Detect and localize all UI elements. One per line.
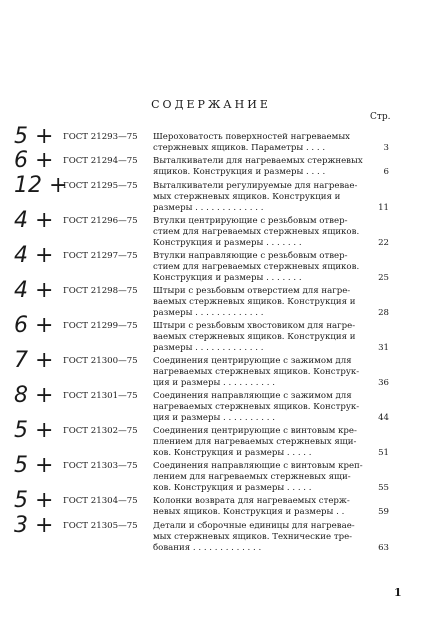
entry-page-number: 11 <box>378 203 389 213</box>
entry-page-number: 63 <box>378 543 389 553</box>
handwritten-mark: 4 + <box>14 208 54 233</box>
entry-description <box>153 356 365 389</box>
handwritten-mark: 6 + <box>14 313 54 338</box>
entry-description <box>153 321 365 354</box>
gost-code: ГОСТ 21296—75 <box>63 216 138 226</box>
entry-description <box>153 426 365 459</box>
description-line: Соединения направляющие с зажимом для <box>153 391 352 401</box>
gost-code: ГОСТ 21297—75 <box>63 251 138 261</box>
gost-code: ГОСТ 21295—75 <box>63 181 138 191</box>
description-line: Соединения центрирующие с зажимом для <box>153 356 352 366</box>
gost-code: ГОСТ 21299—75 <box>63 321 138 331</box>
handwritten-mark: 5 + <box>14 453 54 478</box>
description-line: Штыри с резьбовым отверстием для нагре- <box>153 286 351 296</box>
entry-page-number: 28 <box>378 308 389 318</box>
gost-code: ГОСТ 21298—75 <box>63 286 138 296</box>
description-line: размеры . . . . . . . . . . . . . <box>153 343 264 353</box>
description-line: мых стержневых ящиков. Конструкция и <box>153 192 341 202</box>
entry-description <box>153 132 365 154</box>
page-title: СОДЕРЖАНИЕ <box>151 98 271 111</box>
gost-code: ГОСТ 21305—75 <box>63 521 138 531</box>
description-line: Штыри с резьбовым хвостовиком для нагре- <box>153 321 356 331</box>
page-column-label: Стр. <box>370 112 391 122</box>
handwritten-mark: 7 + <box>14 348 54 373</box>
entry-description <box>153 461 365 494</box>
page-number: 1 <box>394 586 402 599</box>
description-line: мых стержневых ящиков. Технические тре- <box>153 532 353 542</box>
description-line: размеры . . . . . . . . . . . . . <box>153 308 264 318</box>
description-line: лением для нагреваемых стержневых ящи- <box>153 472 351 482</box>
entry-description <box>153 156 365 178</box>
handwritten-mark: 3 + <box>14 513 54 538</box>
description-line: Конструкция и размеры . . . . . . . <box>153 273 302 283</box>
entry-page-number: 59 <box>378 507 389 517</box>
handwritten-mark: 4 + <box>14 278 54 303</box>
gost-code: ГОСТ 21300—75 <box>63 356 138 366</box>
description-line: бования . . . . . . . . . . . . . <box>153 543 262 553</box>
description-line: стием для нагреваемых стержневых ящиков. <box>153 262 360 272</box>
entry-page-number: 25 <box>378 273 389 283</box>
description-line: Втулки направляющие с резьбовым отвер- <box>153 251 348 261</box>
entry-description <box>153 496 365 518</box>
entry-description <box>153 181 365 214</box>
description-line: Выталкиватели регулируемые для нагревае- <box>153 181 358 191</box>
description-line: ваемых стержневых ящиков. Конструкция и <box>153 297 356 307</box>
entry-page-number: 36 <box>378 378 389 388</box>
description-line: ков. Конструкция и размеры . . . . . <box>153 448 312 458</box>
description-line: нагреваемых стержневых ящиков. Конструк- <box>153 367 360 377</box>
description-line: Выталкиватели для нагреваемых стержневых <box>153 156 363 166</box>
description-line: Детали и сборочные единицы для нагревае- <box>153 521 355 531</box>
entry-page-number: 55 <box>378 483 389 493</box>
handwritten-mark: 4 + <box>14 243 54 268</box>
entry-description <box>153 216 365 249</box>
gost-code: ГОСТ 21294—75 <box>63 156 138 166</box>
description-line: ков. Конструкция и размеры . . . . . <box>153 483 312 493</box>
gost-code: ГОСТ 21302—75 <box>63 426 138 436</box>
description-line: ция и размеры . . . . . . . . . . <box>153 378 275 388</box>
entry-page-number: 31 <box>378 343 389 353</box>
description-line: плением для нагреваемых стержневых ящи- <box>153 437 357 447</box>
description-line: стием для нагреваемых стержневых ящиков. <box>153 227 360 237</box>
entry-description <box>153 521 365 554</box>
description-line: нагреваемых стержневых ящиков. Конструк- <box>153 402 360 412</box>
entry-description <box>153 286 365 319</box>
entry-page-number: 6 <box>383 167 389 177</box>
description-line: ваемых стержневых ящиков. Конструкция и <box>153 332 356 342</box>
description-line: невых ящиков. Конструкция и размеры . . <box>153 507 345 517</box>
gost-code: ГОСТ 21304—75 <box>63 496 138 506</box>
entry-page-number: 3 <box>383 143 389 153</box>
entry-description <box>153 391 365 424</box>
description-line: Соединения центрирующие с винтовым кре- <box>153 426 357 436</box>
handwritten-mark: 8 + <box>14 383 54 408</box>
description-line: Шероховатость поверхностей нагреваемых <box>153 132 351 142</box>
entry-page-number: 22 <box>378 238 389 248</box>
description-line: Конструкция и размеры . . . . . . . <box>153 238 302 248</box>
description-line: Втулки центрирующие с резьбовым отвер- <box>153 216 348 226</box>
description-line: ция и размеры . . . . . . . . . . <box>153 413 275 423</box>
gost-code: ГОСТ 21293—75 <box>63 132 138 142</box>
gost-code: ГОСТ 21301—75 <box>63 391 138 401</box>
entry-page-number: 51 <box>378 448 389 458</box>
gost-code: ГОСТ 21303—75 <box>63 461 138 471</box>
description-line: стержневых ящиков. Параметры . . . . <box>153 143 326 153</box>
entry-description <box>153 251 365 284</box>
handwritten-mark: 5 + <box>14 418 54 443</box>
entry-page-number: 44 <box>378 413 389 423</box>
handwritten-mark: 12 + <box>14 173 68 198</box>
description-line: Соединения направляющие с винтовым креп- <box>153 461 363 471</box>
handwritten-mark: 5 + <box>14 488 54 513</box>
handwritten-mark: 5 + <box>14 124 54 149</box>
description-line: ящиков. Конструкция и размеры . . . . <box>153 167 326 177</box>
description-line: размеры . . . . . . . . . . . . . <box>153 203 264 213</box>
description-line: Колонки возврата для нагреваемых стерж- <box>153 496 350 506</box>
handwritten-mark: 6 + <box>14 148 54 173</box>
